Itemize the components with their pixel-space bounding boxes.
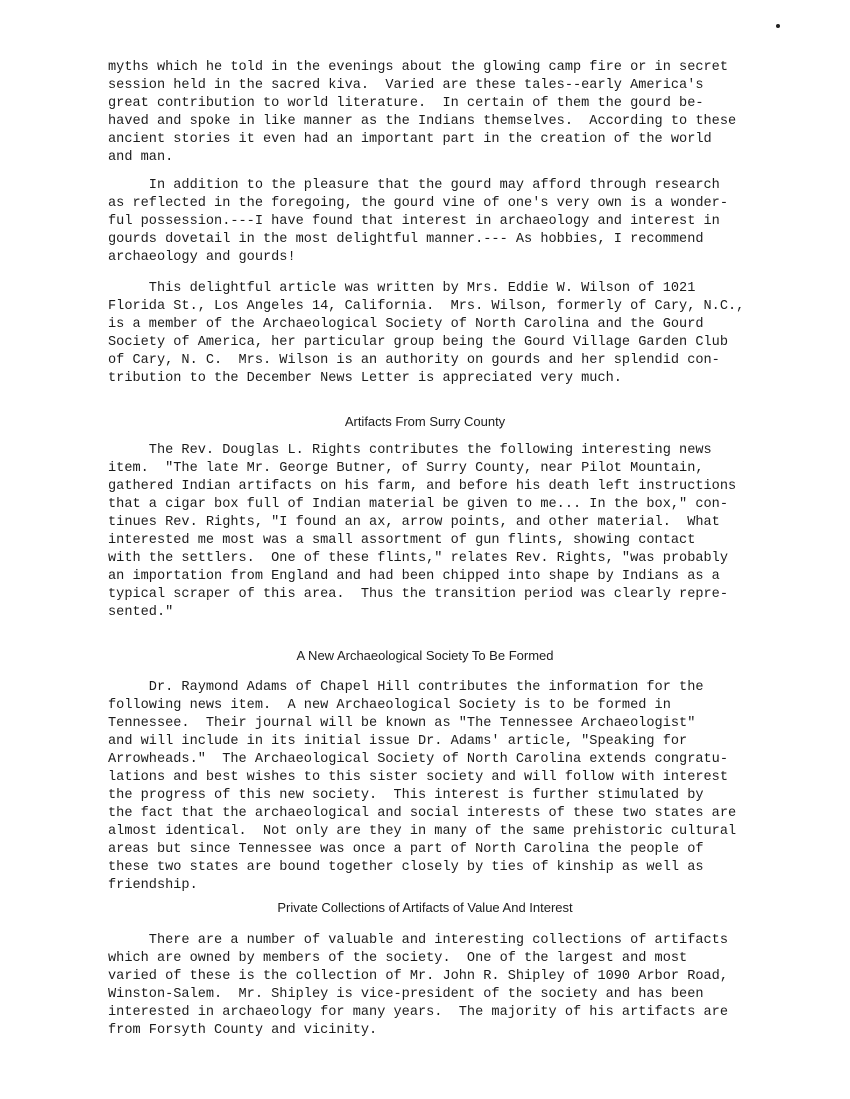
text-line: interested in archaeology for many years. The majority of his artifacts are [108,1005,728,1020]
text-line: tribution to the December News Letter is appreciated very much. [108,371,622,386]
text-line: This delightful article was written by Mrs. Eddie W. Wilson of 1021 [108,281,696,296]
text-line: There are a number of valuable and interesting collections of artifacts [108,933,728,948]
paragraph-surry-county [108,442,768,622]
text-line: Dr. Raymond Adams of Chapel Hill contributes the information for the [108,680,704,695]
text-line: and will include in its initial issue Dr. Adams' article, "Speaking for [108,734,688,749]
text-line: In addition to the pleasure that the gourd may afford through research [108,178,720,193]
section-heading: A New Archaeological Society To Be Formed [296,648,554,663]
paragraph-author-note [108,280,768,388]
text-line: ancient stories it even had an important part in the creation of the world [108,132,712,147]
section-heading: Artifacts From Surry County [344,414,506,429]
text-line: varied of these is the collection of Mr. John R. Shipley of 1090 Arbor Road, [108,969,728,984]
text-line: great contribution to world literature. In certain of them the gourd be- [108,96,704,111]
text-line: myths which he told in the evenings about the glowing camp fire or in secret [108,60,728,75]
page-mark [776,24,780,28]
text-line: Winston-Salem. Mr. Shipley is vice-president of the society and has been [108,987,704,1002]
text-line: Florida St., Los Angeles 14, California. Mrs. Wilson, formerly of Cary, N.C., [108,299,745,314]
text-line: and man. [108,150,174,165]
text-line: friendship. [108,878,198,893]
text-line: almost identical. Not only are they in many of the same prehistoric cultural [108,824,737,839]
text-line: ful possession.---I have found that interest in archaeology and interest in [108,214,720,229]
paragraph-gourd-hobby [108,177,768,267]
text-line: the progress of this new society. This interest is further stimulated by [108,788,704,803]
text-line: Tennessee. Their journal will be known as "The Tennessee Archaeologist" [108,716,696,731]
text-line: which are owned by members of the society. One of the largest and most [108,951,688,966]
text-line: Arrowheads." The Archaeological Society of North Carolina extends congratu- [108,752,728,767]
text-line: from Forsyth County and vicinity. [108,1023,378,1038]
paragraph-private-collections [108,932,768,1040]
text-line: sented." [108,605,174,620]
text-line: with the settlers. One of these flints," relates Rev. Rights, "was probably [108,551,728,566]
text-line: session held in the sacred kiva. Varied are these tales--early America's [108,78,704,93]
text-line: the fact that the archaeological and social interests of these two states are [108,806,737,821]
text-line: as reflected in the foregoing, the gourd vine of one's very own is a wonder- [108,196,728,211]
text-line: of Cary, N. C. Mrs. Wilson is an authority on gourds and her splendid con- [108,353,720,368]
text-line: an importation from England and had been chipped into shape by Indians as a [108,569,720,584]
text-line: haved and spoke in like manner as the Indians themselves. According to these [108,114,737,129]
text-line: The Rev. Douglas L. Rights contributes the following interesting news [108,443,712,458]
text-line: gourds dovetail in the most delightful manner.--- As hobbies, I recommend [108,232,704,247]
text-line: lations and best wishes to this sister society and will follow with interest [108,770,728,785]
text-line: Society of America, her particular group being the Gourd Village Garden Club [108,335,728,350]
paragraph-new-society [108,679,768,895]
text-line: gathered Indian artifacts on his farm, and before his death left instructions [108,479,737,494]
section-heading: Private Collections of Artifacts of Value And Interest [277,900,573,915]
text-line: is a member of the Archaeological Society of North Carolina and the Gourd [108,317,704,332]
text-line: item. "The late Mr. George Butner, of Surry County, near Pilot Mountain, [108,461,704,476]
text-line: tinues Rev. Rights, "I found an ax, arrow points, and other material. What [108,515,720,530]
text-line: typical scraper of this area. Thus the transition period was clearly repre- [108,587,728,602]
text-line: areas but since Tennessee was once a part of North Carolina the people of [108,842,704,857]
text-line: archaeology and gourds! [108,250,296,265]
text-line: these two states are bound together closely by ties of kinship as well as [108,860,704,875]
paragraph-gourd-myths [108,59,768,167]
text-line: that a cigar box full of Indian material be given to me... In the box," con- [108,497,728,512]
text-line: interested me most was a small assortment of gun flints, showing contact [108,533,696,548]
text-line: following news item. A new Archaeological Society is to be formed in [108,698,671,713]
